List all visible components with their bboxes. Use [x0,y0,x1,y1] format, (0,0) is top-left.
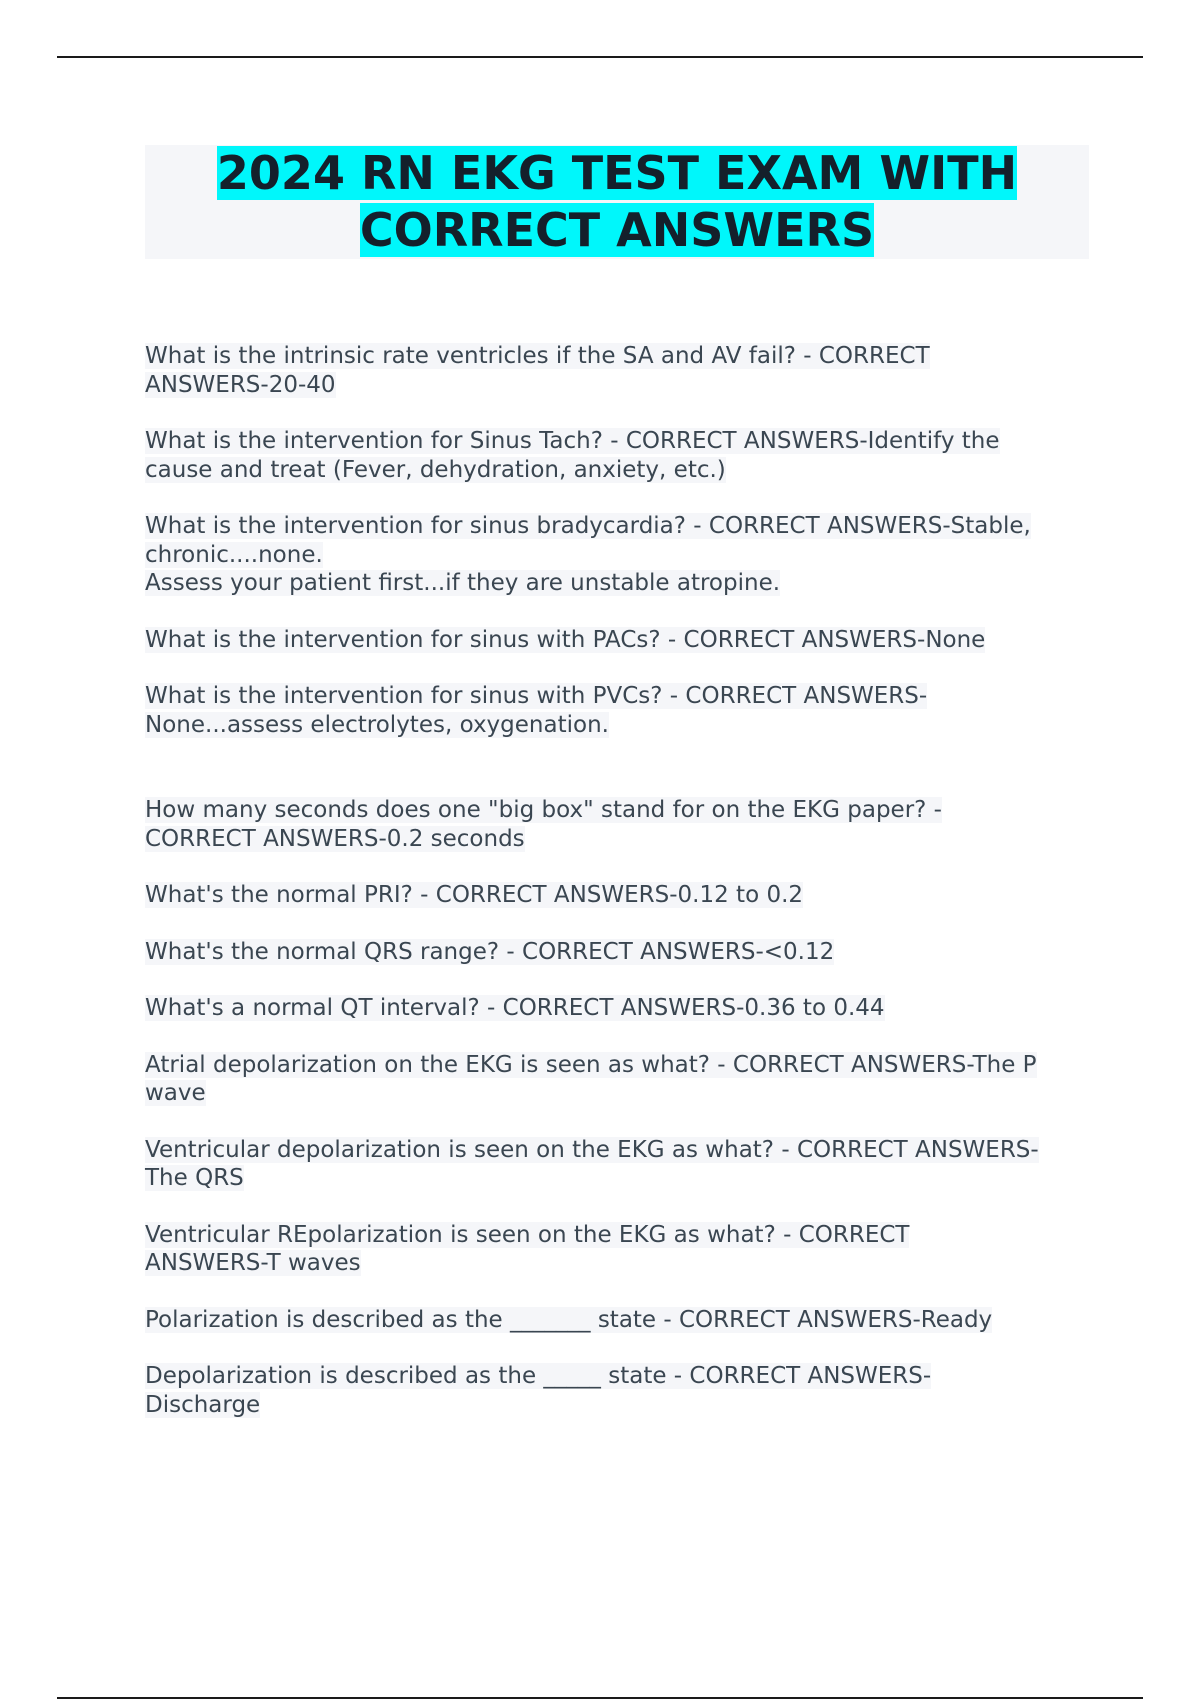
qa-item: Atrial depolarization on the EKG is seen as what? - CORRECT ANSWERS-The P wave [145,1051,1037,1106]
qa-item: Polarization is described as the _______ state - CORRECT ANSWERS-Ready [145,1306,993,1333]
qa-item: How many seconds does one "big box" stand for on the EKG paper? - CORRECT ANSWERS-0.2 seconds [145,797,942,852]
qa-item: What is the intervention for Sinus Tach? - CORRECT ANSWERS-Identify the cause and treat (Fever, dehydration, anxiety, etc.) [145,428,1000,483]
title-block [145,145,1089,259]
qa-item: What's the normal PRI? - CORRECT ANSWERS-0.12 to 0.2 [145,882,804,908]
qa-list [145,342,1095,1447]
qa-item: Ventricular REpolarization is seen on the EKG as what? - CORRECT ANSWERS-T waves [145,1221,910,1276]
bottom-rule [57,1697,1143,1699]
qa-item: What's the normal QRS range? - CORRECT ANSWERS-<0.12 [145,938,835,965]
top-rule [57,56,1143,58]
qa-item: What is the intervention for sinus bradycardia? - CORRECT ANSWERS-Stable, chronic....none. Assess your patient first...if they are unstable atropine. [145,513,1031,596]
qa-item: What is the intervention for sinus with PACs? - CORRECT ANSWERS-None [145,626,986,653]
document-title [145,145,1089,259]
title-line-1: 2024 RN EKG TEST EXAM WITH [216,146,1018,200]
qa-item: Depolarization is described as the _____ state - CORRECT ANSWERS- Discharge [145,1363,932,1418]
title-line-2: CORRECT ANSWERS [359,203,875,257]
qa-item: What is the intrinsic rate ventricles if the SA and AV fail? - CORRECT ANSWERS-20-40 [145,343,930,398]
qa-item: What's a normal QT interval? - CORRECT ANSWERS-0.36 to 0.44 [145,995,885,1021]
qa-item: Ventricular depolarization is seen on the EKG as what? - CORRECT ANSWERS- The QRS [145,1136,1039,1191]
qa-item: What is the intervention for sinus with PVCs? - CORRECT ANSWERS- None...assess electrolytes, oxygenation. [145,683,928,738]
